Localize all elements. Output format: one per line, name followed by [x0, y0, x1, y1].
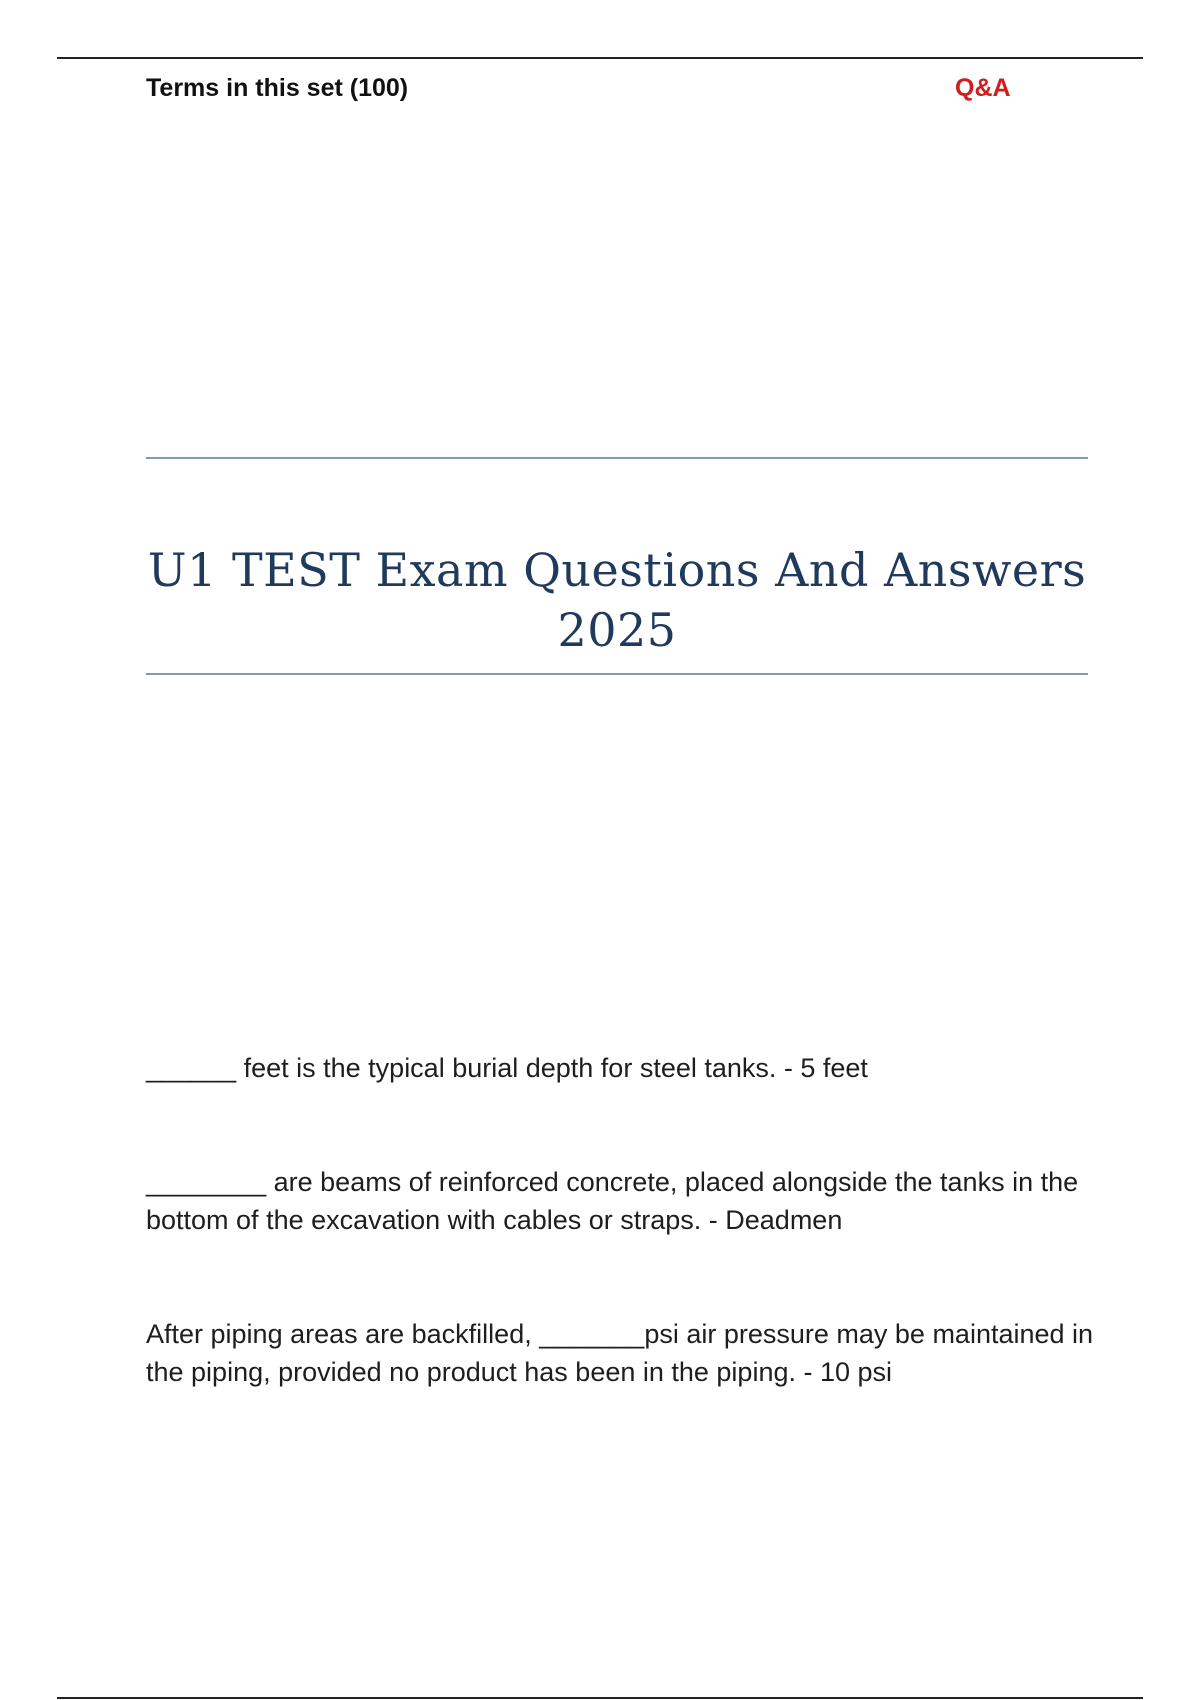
document-title: U1 TEST Exam Questions And Answers 2025 [147, 543, 1087, 657]
terms-count-label: Terms in this set (100) [146, 74, 409, 102]
title-top-rule [146, 457, 1088, 459]
qa-item: ______ feet is the typical burial depth for steel tanks. - 5 feet [146, 1053, 868, 1083]
title-bottom-rule [146, 673, 1088, 675]
page-top-rule [57, 57, 1143, 59]
qa-item: After piping areas are backfilled, _______psi air pressure may be maintained in the piping, provided no product has been in the piping. - 10 psi [146, 1319, 1094, 1387]
qa-item: ________ are beams of reinforced concrete, placed alongside the tanks in the bottom of the excavation with cables or straps. - Deadmen [146, 1167, 1079, 1235]
page-bottom-rule [57, 1697, 1143, 1699]
qa-badge: Q&A [955, 74, 1011, 102]
